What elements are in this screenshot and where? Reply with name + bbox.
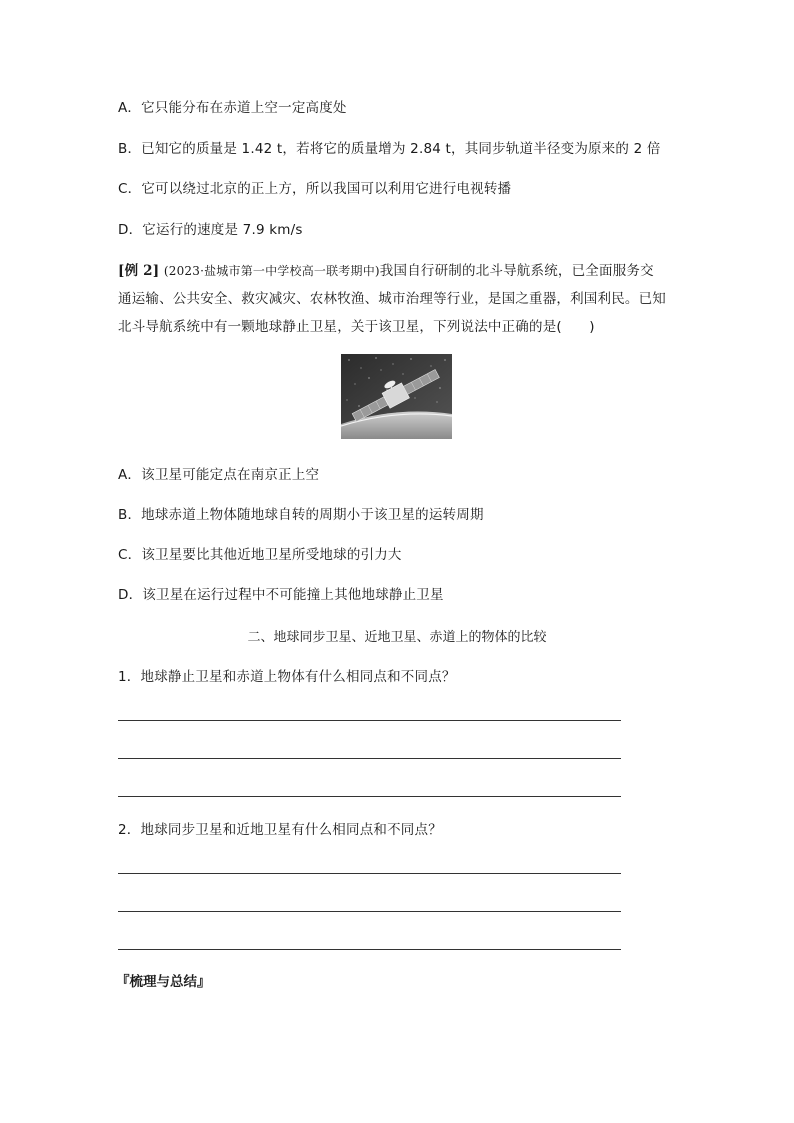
option-d-ex2: D．该卫星在运行过程中不可能撞上其他地球静止卫星 xyxy=(118,587,444,603)
option-c-ex1: C．它可以绕过北京的正上方，所以我国可以利用它进行电视转播 xyxy=(118,181,512,197)
example2-line3: 北斗导航系统中有一颗地球静止卫星，关于该卫星，下列说法中正确的是( ) xyxy=(118,319,595,335)
summary-title: 『梳理与总结』 xyxy=(116,974,211,990)
answer-line xyxy=(118,796,621,797)
option-c-ex2: C．该卫星要比其他近地卫星所受地球的引力大 xyxy=(118,547,402,563)
option-a-ex2: A．该卫星可能定点在南京正上空 xyxy=(118,467,320,483)
option-b-ex1: B．已知它的质量是 1.42 t，若将它的质量增为 2.84 t，其同步轨道半径变为原来的 2 倍 xyxy=(118,141,661,157)
answer-line xyxy=(118,911,621,912)
question-2: 2．地球同步卫星和近地卫星有什么相同点和不同点？ xyxy=(118,822,442,838)
answer-line xyxy=(118,720,621,721)
example2-line2: 通运输、公共安全、救灾减灾、农林牧渔、城市治理等行业，是国之重器，利国利民。已知 xyxy=(118,291,666,307)
option-b-ex2: B．地球赤道上物体随地球自转的周期小于该卫星的运转周期 xyxy=(118,507,484,523)
example-stem-start: 我国自行研制的北斗导航系统，已全面服务交 xyxy=(379,263,654,279)
answer-line xyxy=(118,873,621,874)
question-1: 1．地球静止卫星和赤道上物体有什么相同点和不同点？ xyxy=(118,669,456,685)
satellite-image xyxy=(341,354,452,439)
option-a-ex1: A．它只能分布在赤道上空一定高度处 xyxy=(118,100,347,116)
answer-line xyxy=(118,949,621,950)
example-tag: [例 2] xyxy=(118,263,160,279)
example2-line1 xyxy=(118,259,654,279)
option-d-ex1: D．它运行的速度是 7.9 km/s xyxy=(118,222,303,238)
section-heading: 二、地球同步卫星、近地卫星、赤道上的物体的比较 xyxy=(247,630,547,645)
example-source: (2023·盐城市第一中学校高一联考期中) xyxy=(163,264,380,278)
answer-line xyxy=(118,758,621,759)
